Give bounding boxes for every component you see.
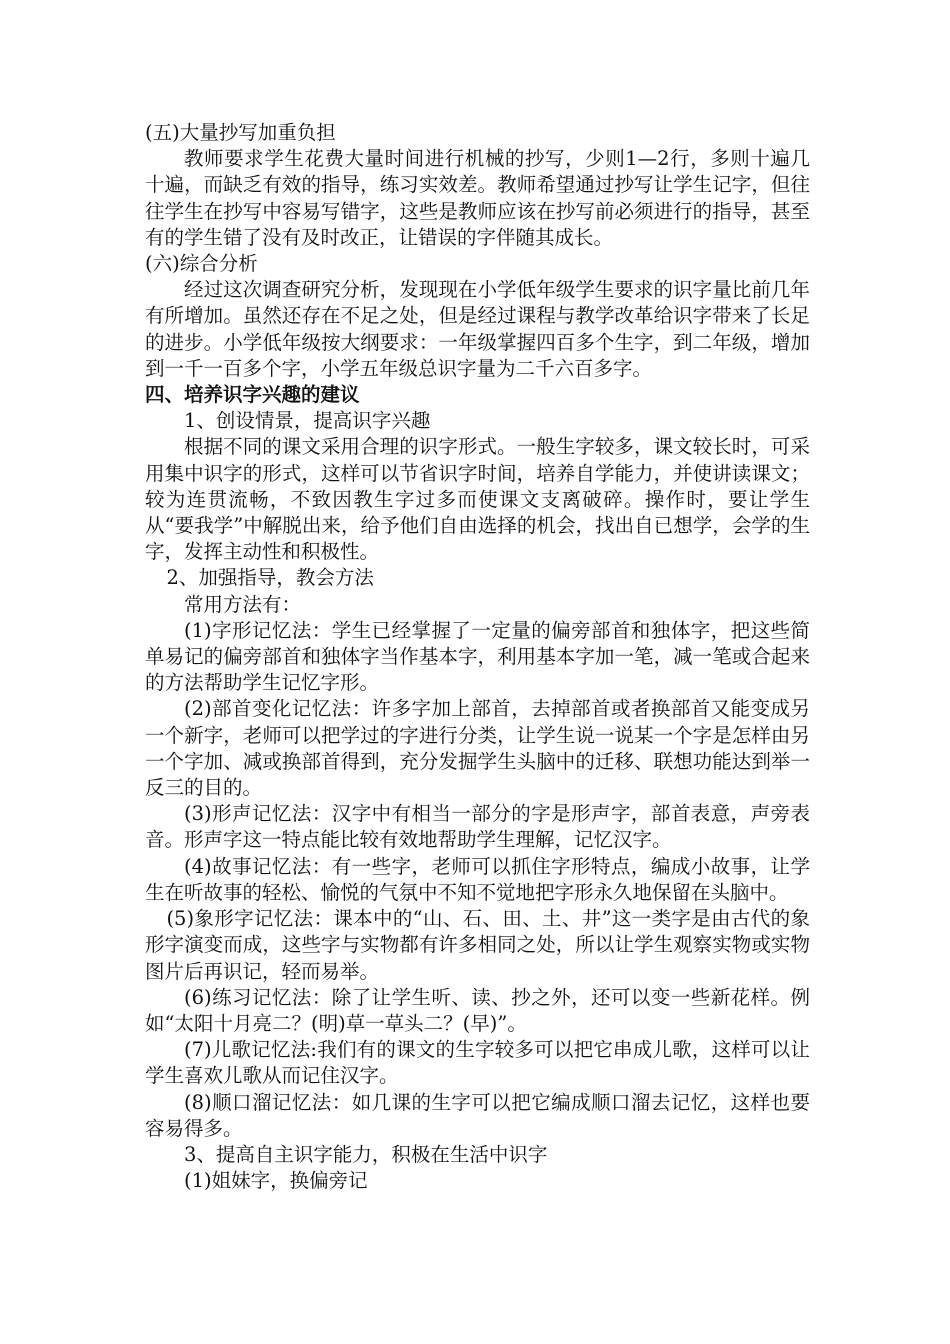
subheading-6: (六)综合分析 <box>145 252 258 276</box>
method-item: (8)顺口溜记忆法：如几课的生字可以把它编成顺口溜去记忆，这样也要容易得多。 <box>145 1090 810 1140</box>
paragraph: 经过这次调查研究分析，发现现在小学低年级学生要求的识字量比前几年有所增加。虽然还存在不足之处，但是经过课程与教学改革给识字带来了长足的进步。小学低年级按大纲要求：一年级掌握四百多个生字，到二年级，增加到一千一百多个字，小学五年级总识字量为二千六百多字。 <box>145 278 810 380</box>
list-item-heading: 1、创设情景，提高识字兴趣 <box>184 409 431 433</box>
section-heading-4: 四、培养识字兴趣的建议 <box>145 383 360 407</box>
paragraph: 根据不同的课文采用合理的识字形式。一般生字较多，课文较长时，可采用集中识字的形式，这样可以节省识字时间，培养自学能力，并使讲读课文；较为连贯流畅，不致因教生字过多而使课文支离破碎。操作时，要让学生从“要我学”中解脱出来，给予他们自由选择的机会，找出自已想学，会学的生字，发挥主动性和积极性。 <box>145 435 810 564</box>
subheading-5: (五)大量抄写加重负担 <box>145 121 336 144</box>
method-item: (6)练习记忆法：除了让学生听、读、抄之外，还可以变一些新花样。例如“太阳十月亮二？(明)草一草头二？(早)”。 <box>145 985 810 1035</box>
method-item: (5)象形字记忆法：课本中的“山、石、田、土、井”这一类字是由古代的象形字演变而成，这些字与实物都有许多相同之处，所以让学生观察实物或实物图片后再识记，轻而易举。 <box>145 907 810 983</box>
method-item: (1)姐妹字，换偏旁记 <box>184 1169 368 1193</box>
list-item-heading: 3、提高自主识字能力，积极在生活中识字 <box>184 1142 548 1166</box>
paragraph: 常用方法有： <box>184 592 302 616</box>
method-item: (3)形声记忆法：汉字中有相当一部分的字是形声字，部首表意，声旁表音。形声字这一特点能比较有效地帮助学生理解，记忆汉字。 <box>145 802 810 852</box>
method-item: (1)字形记忆法：学生已经掌握了一定量的偏旁部首和独体字，把这些简单易记的偏旁部首和独体字当作基本字，利用基本字加一笔，减一笔或合起来的方法帮助学生记忆字形。 <box>145 618 810 695</box>
method-item: (7)儿歌记忆法:我们有的课文的生字较多可以把它串成儿歌，这样可以让学生喜欢儿歌从而记住汉字。 <box>145 1038 810 1088</box>
method-item: (2)部首变化记忆法：许多字加上部首，去掉部首或者换部首又能变成另一个新字，老师可以把学过的字进行分类，让学生说一说某一个字是怎样由另一个字加、减或换部首得到，充分发掘学生头脑中的迁移、联想功能达到举一反三的目的。 <box>145 697 810 800</box>
paragraph: 教师要求学生花费大量时间进行机械的抄写，少则1—2行，多则十遍几十遍，而缺乏有效的指导，练习实效差。教师希望通过抄写让学生记字，但往往学生在抄写中容易写错字，这些是教师应该在抄写前必须进行的指导，甚至有的学生错了没有及时改正，让错误的字伴随其成长。 <box>145 147 810 249</box>
method-item: (4)故事记忆法：有一些字，老师可以抓住字形特点，编成小故事，让学生在听故事的轻松、愉悦的气氛中不知不觉地把字形永久地保留在头脑中。 <box>145 854 810 904</box>
document-page <box>145 120 810 1194</box>
list-item-heading: 2、加强指导，教会方法 <box>166 566 374 590</box>
